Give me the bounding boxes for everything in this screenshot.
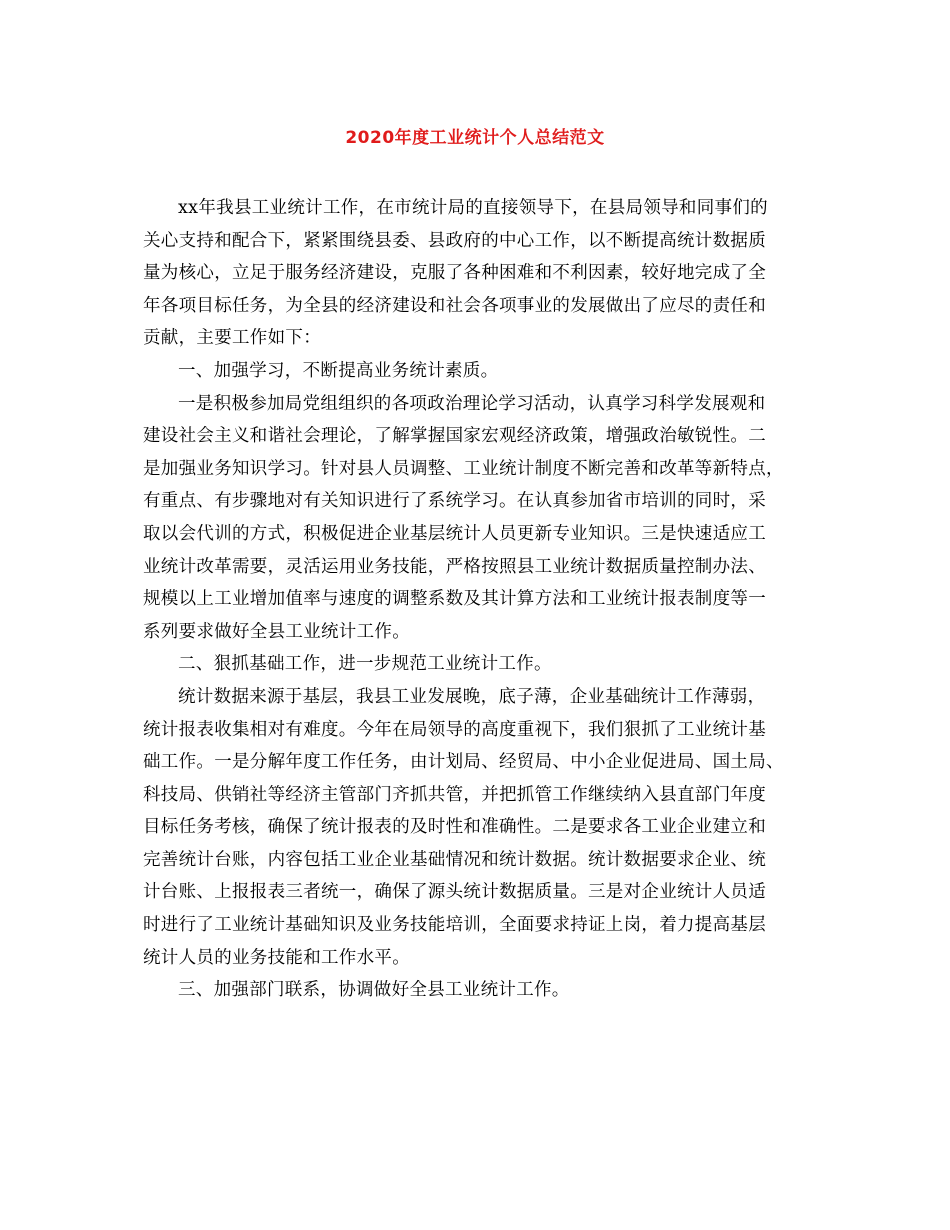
text-line: 时进行了工业统计基础知识及业务技能培训，全面要求持证上岗，着力提高基层 (143, 915, 766, 936)
section-heading-1 (143, 355, 813, 388)
text-line: 量为核心，立足于服务经济建设，克服了各种困难和不利因素，较好地完成了全 (143, 263, 766, 284)
text-line: 统计数据来源于基层，我县工业发展晚，底子薄，企业基础统计工作薄弱， (178, 686, 766, 707)
text-line: 目标任务考核，确保了统计报表的及时性和准确性。二是要求各工业企业建立和 (143, 817, 766, 838)
text-line: xx年我县工业统计工作，在市统计局的直接领导下，在县局领导和同事们的 (178, 198, 768, 218)
text-line: 计台账、上报报表三者统一，确保了源头统计数据质量。三是对企业统计人员适 (143, 882, 766, 903)
section-heading-3 (143, 974, 813, 1007)
text-line: 取以会代训的方式，积极促进企业基层统计人员更新专业知识。三是快速适应工 (143, 523, 766, 544)
text-line: 统计报表收集相对有难度。今年在局领导的高度重视下，我们狠抓了工业统计基 (143, 719, 766, 740)
text-line: 业统计改革需要，灵活运用业务技能，严格按照县工业统计数据质量控制办法、 (143, 556, 766, 577)
text-line: 关心支持和配合下，紧紧围绕县委、县政府的中心工作，以不断提高统计数据质 (143, 230, 766, 251)
text-line: 建设社会主义和谐社会理论，了解掌握国家宏观经济政策，增强政治敏锐性。二 (143, 426, 766, 447)
text-line: 系列要求做好全县工业统计工作。 (143, 621, 410, 642)
text-line: 三、加强部门联系，协调做好全县工业统计工作。 (178, 980, 570, 1001)
text-line: 础工作。一是分解年度工作任务，由计划局、经贸局、中小企业促进局、国土局、 (143, 752, 784, 773)
text-line: 有重点、有步骤地对有关知识进行了系统学习。在认真参加省市培训的同时，采 (143, 491, 766, 512)
text-line: 统计人员的业务技能和工作水平。 (143, 947, 410, 968)
text-line: 科技局、供销社等经济主管部门齐抓共管，并把抓管工作继续纳入县直部门年度 (143, 784, 766, 805)
text-line: 是加强业务知识学习。针对县人员调整、工业统计制度不断完善和改革等新特点， (143, 458, 784, 479)
text-line: 规模以上工业增加值率与速度的调整系数及其计算方法和工业统计报表制度等一 (143, 589, 766, 610)
text-line: 完善统计台账，内容包括工业企业基础情况和统计数据。统计数据要求企业、统 (143, 849, 766, 870)
document-body (143, 192, 813, 1007)
text-line: 一是积极参加局党组组织的各项政治理论学习活动，认真学习科学发展观和 (178, 393, 766, 414)
text-line: 贡献，主要工作如下： (143, 328, 321, 349)
text-line: 年各项目标任务，为全县的经济建设和社会各项事业的发展做出了应尽的责任和 (143, 295, 766, 316)
section-heading-2 (143, 648, 813, 681)
paragraph-section-2 (143, 681, 813, 974)
text-line: 一、加强学习，不断提高业务统计素质。 (178, 360, 499, 381)
document-title: 2020年度工业统计个人总结范文 (345, 128, 605, 148)
text-line: 二、狠抓基础工作，进一步规范工业统计工作。 (178, 654, 552, 675)
paragraph-intro (143, 192, 813, 355)
paragraph-section-1 (143, 388, 813, 649)
